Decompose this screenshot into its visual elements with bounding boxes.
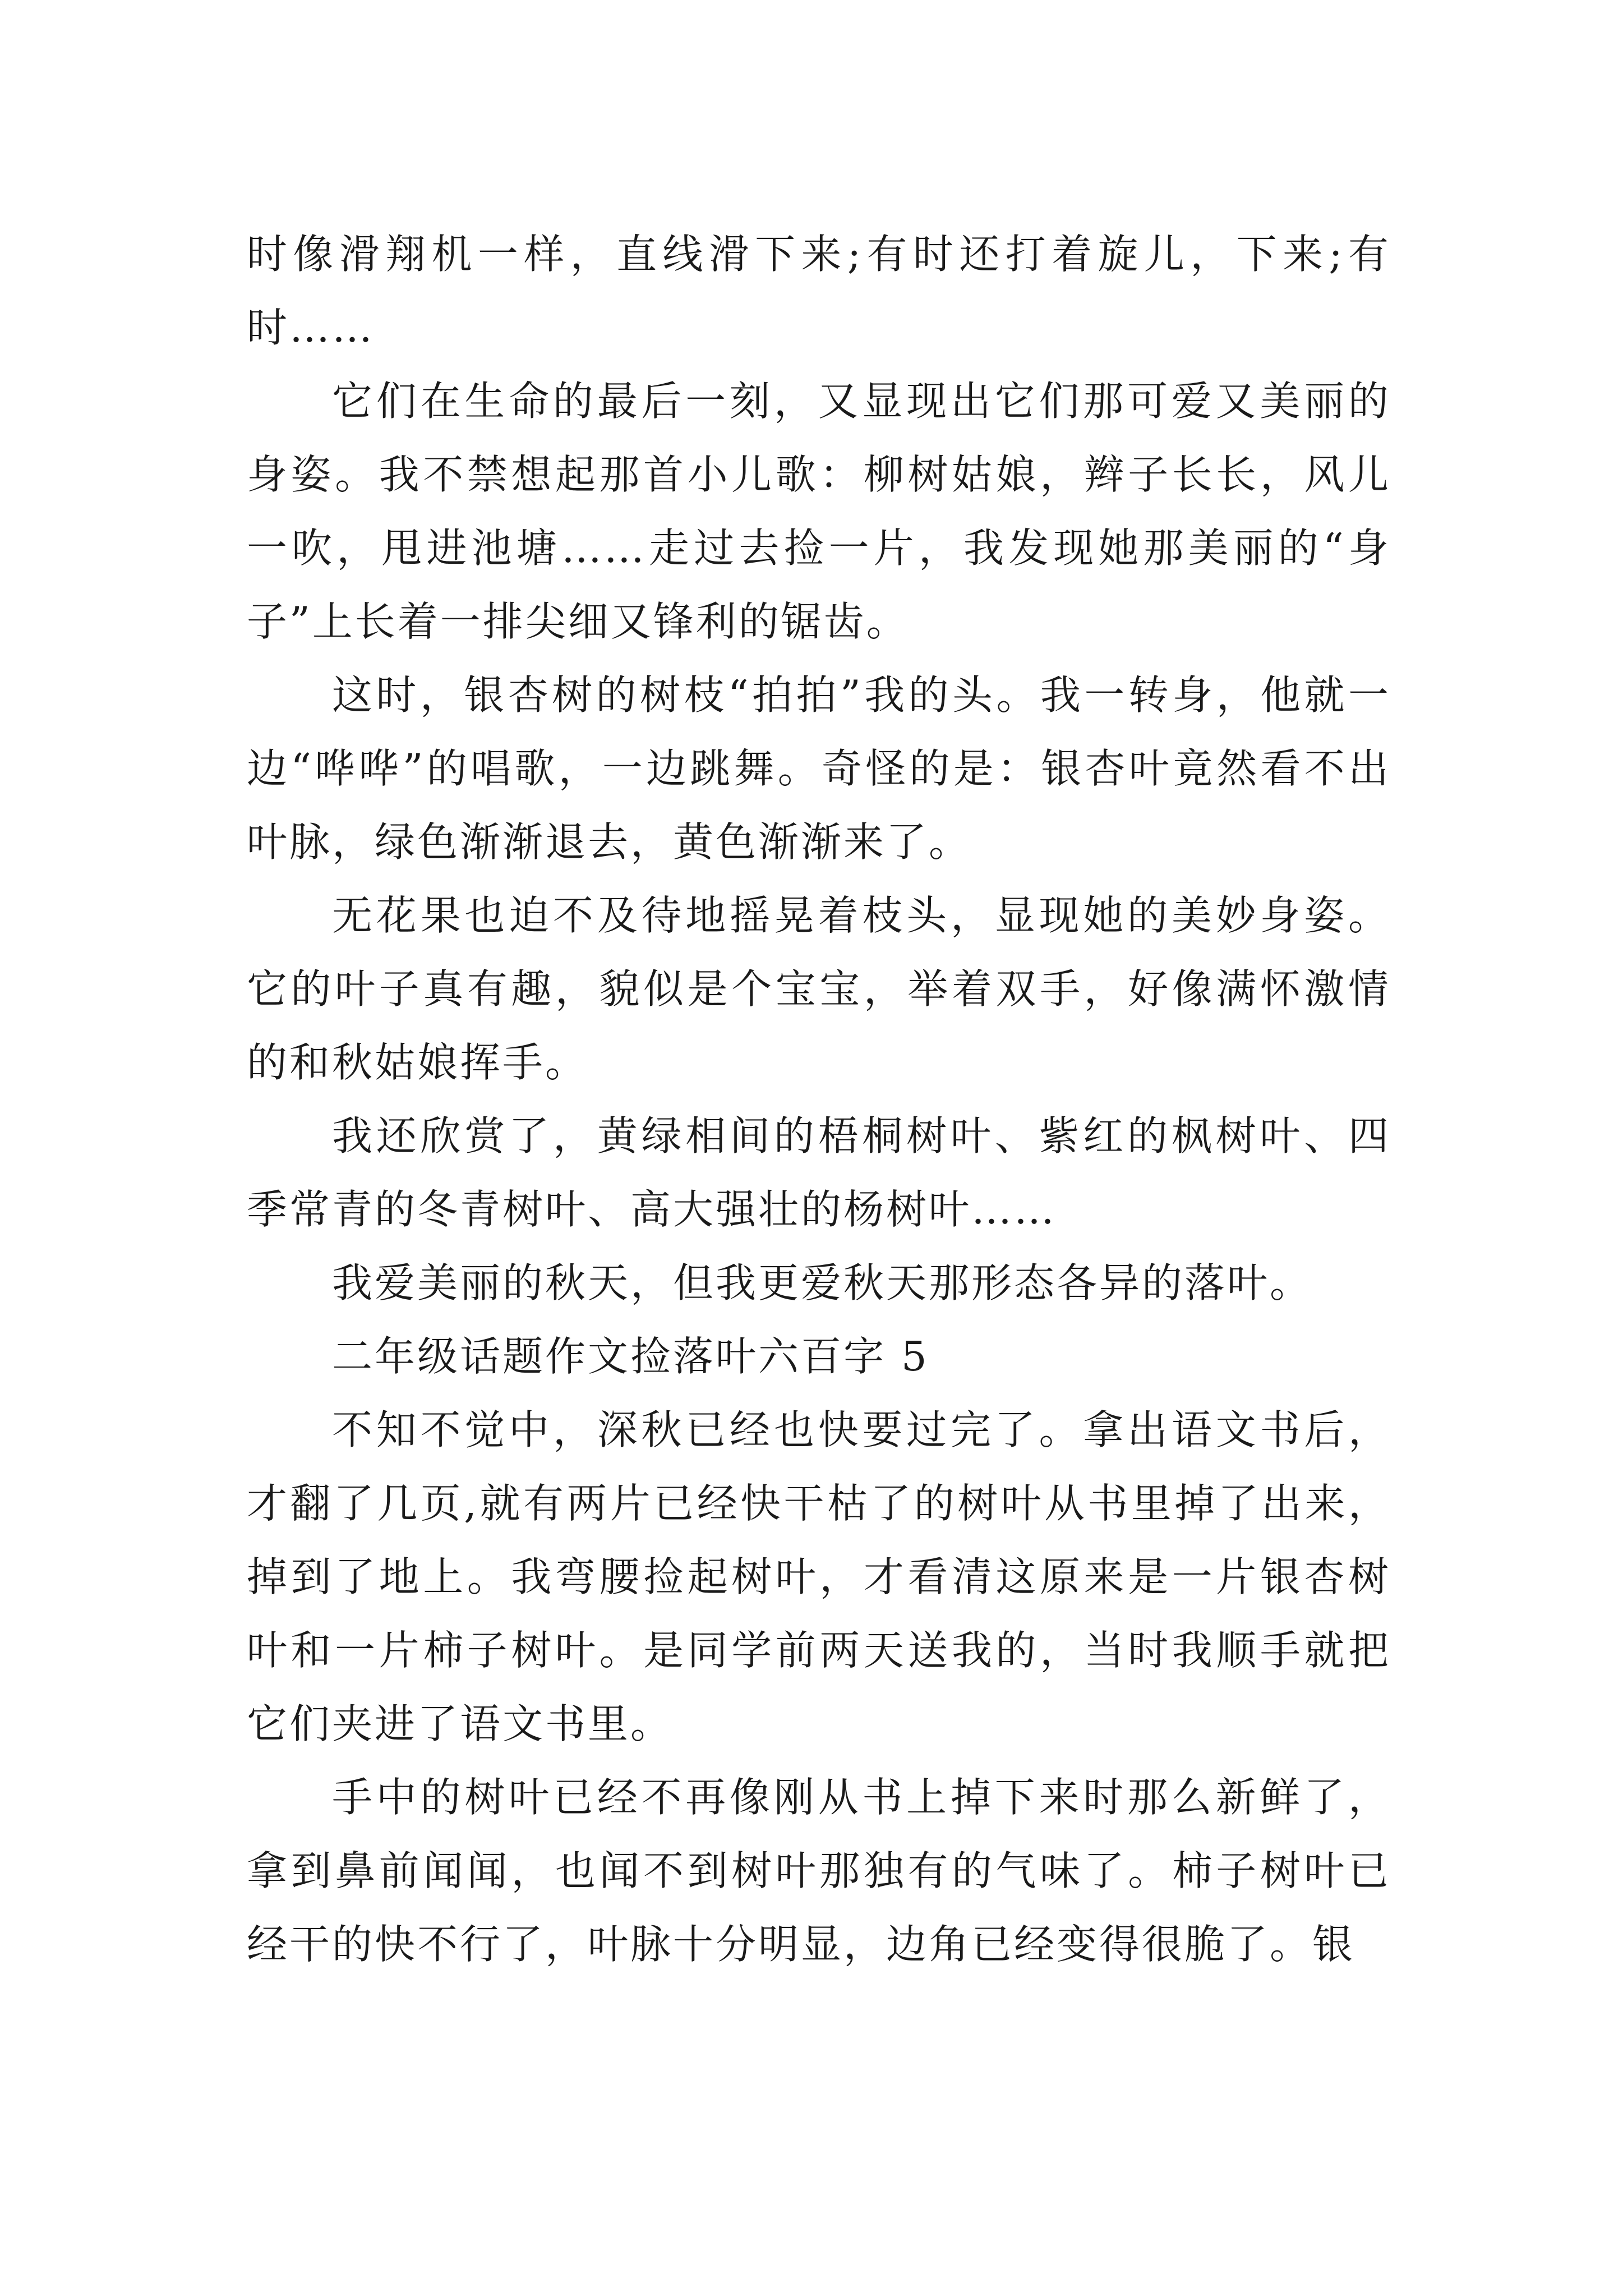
paragraph-8: 手中的树叶已经不再像刚从书上掉下来时那么新鲜了，拿到鼻前闻闻，也闻不到树叶那独有的气味了。柿子树叶已经干的快不行了，叶脉十分明显，边角已经变得很脆了。银 xyxy=(247,1774,1391,1968)
paragraph-4: 无花果也迫不及待地摇晃着枝头，显现她的美妙身姿。它的叶子真有趣，貌似是个宝宝，举着双手，好像满怀激情的和秋姑娘挥手。 xyxy=(247,892,1391,1086)
paragraph-6: 我爱美丽的秋天，但我更爱秋天那形态各异的落叶。 xyxy=(332,1259,1313,1306)
paragraph-3: 这时，银杏树的树枝“拍拍”我的头。我一转身，他就一边“哗哗”的唱歌，一边跳舞。奇怪的是：银杏叶竟然看不出叶脉，绿色渐渐退去，黄色渐渐来了。 xyxy=(247,671,1391,866)
paragraph-7: 不知不觉中，深秋已经也快要过完了。拿出语文书后，才翻了几页,就有两片已经快干枯了的树叶从书里掉了出来，掉到了地上。我弯腰捡起树叶，才看清这原来是一片银杏树叶和一片柿子树叶。是同学前两天送我的，当时我顺手就把它们夹进了语文书里。 xyxy=(247,1406,1391,1747)
paragraph-2: 它们在生命的最后一刻，又显现出它们那可爱又美丽的身姿。我不禁想起那首小儿歌：柳树姑娘，辫子长长，风儿一吹，甩进池塘……走过去捡一片，我发现她那美丽的“身子”上长着一排尖细又锋利的锯齿。 xyxy=(247,378,1391,645)
section-heading: 二年级话题作文捡落叶六百字 5 xyxy=(332,1333,929,1380)
paragraph-1: 时像滑翔机一样，直线滑下来;有时还打着旋儿，下来;有时…… xyxy=(247,231,1391,351)
paragraph-5: 我还欣赏了，黄绿相间的梧桐树叶、紫红的枫树叶、四季常青的冬青树叶、高大强壮的杨树叶…… xyxy=(247,1112,1391,1233)
document-body xyxy=(247,218,1391,1981)
